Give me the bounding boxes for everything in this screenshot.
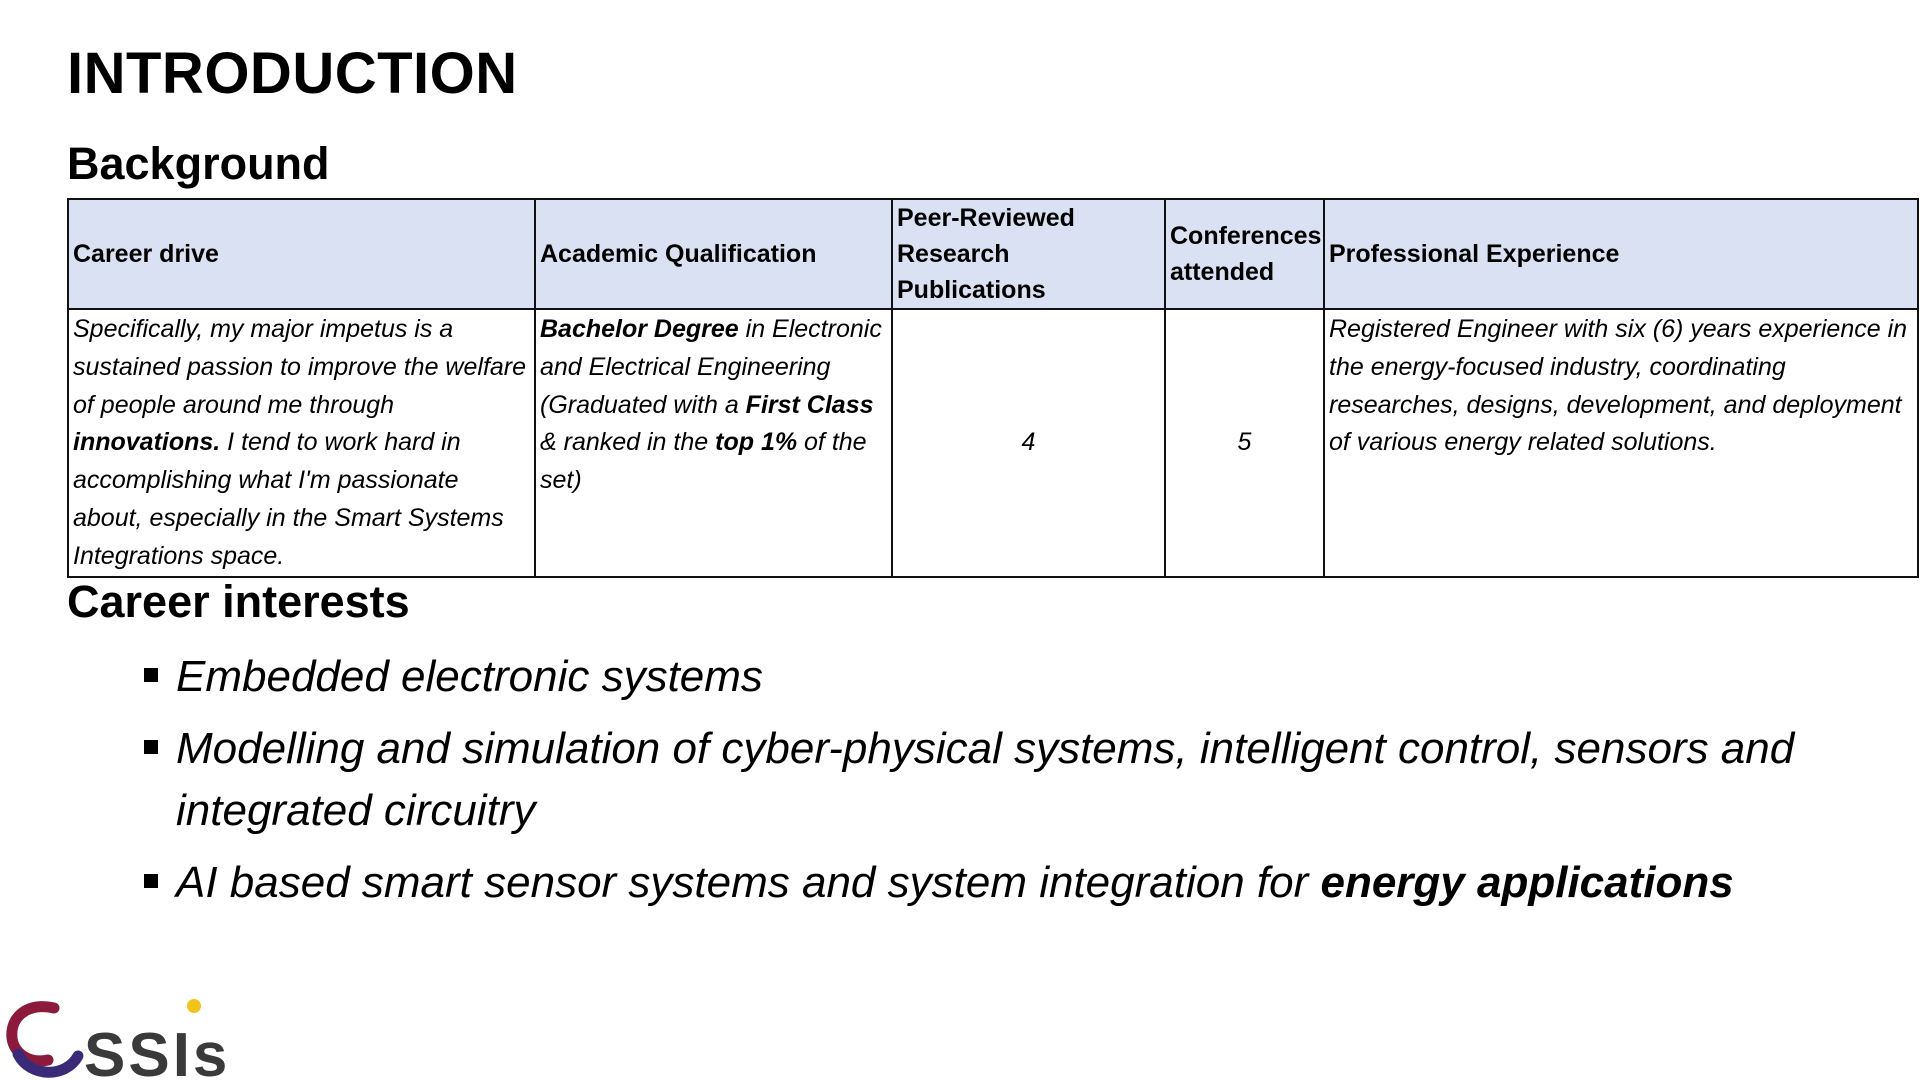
header-publications: Peer-Reviewed Research Publications [892, 199, 1165, 309]
square-bullet-icon [144, 874, 158, 888]
list-item [140, 718, 1900, 842]
interest-text: Embedded electronic systems [176, 652, 763, 701]
career-drive-text-2: I tend to work hard in accomplishing what I'm passionate about, especially in the Smart Systems Integrations space. [73, 428, 504, 570]
conferences-value: 5 [1165, 309, 1324, 577]
table-row [68, 309, 1918, 577]
ssis-logo [4, 998, 234, 1080]
degree-name: Bachelor Degree [540, 315, 739, 343]
academic-text-3: of the set) [540, 428, 867, 495]
career-interests-list [140, 646, 1900, 924]
experience-cell: Registered Engineer with six (6) years experience in the energy-focused industry, coordinating researches, designs, development, and deployment of various energy related solutions. [1324, 309, 1918, 577]
career-drive-text: Specifically, my major impetus is a sustained passion to improve the welfare of people around me through [73, 315, 527, 419]
list-item [140, 646, 1900, 708]
interest-text-bold: energy applications [1320, 858, 1734, 907]
academic-text: in Electronic and Electrical Engineering (Graduated with a [540, 315, 882, 419]
header-career-drive: Career drive [68, 199, 535, 309]
academic-cell [535, 309, 892, 577]
interest-text: AI based smart sensor systems and system integration for [176, 858, 1321, 907]
ranking: top 1% [715, 428, 798, 457]
header-conferences: Conferences attended [1165, 199, 1324, 309]
publications-value: 4 [892, 309, 1165, 577]
logo-text: SSIs [84, 1021, 231, 1080]
career-drive-cell [68, 309, 535, 577]
header-professional-experience: Professional Experience [1324, 199, 1918, 309]
page-title: INTRODUCTION [67, 41, 518, 106]
career-interests-heading: Career interests [67, 576, 410, 627]
square-bullet-icon [144, 740, 158, 754]
degree-class: First Class [745, 390, 874, 419]
header-academic-qualification: Academic Qualification [535, 199, 892, 309]
background-heading: Background [67, 138, 330, 189]
logo-yellow-dot [187, 999, 201, 1013]
table-header-row [68, 199, 1918, 309]
list-item [140, 852, 1900, 914]
square-bullet-icon [144, 668, 158, 682]
career-drive-bold: innovations. [73, 428, 221, 457]
academic-text-2: & ranked in the [540, 428, 716, 457]
background-table [67, 198, 1919, 578]
interest-text: Modelling and simulation of cyber-physical systems, intelligent control, sensors and integrated circuitry [176, 724, 1795, 835]
